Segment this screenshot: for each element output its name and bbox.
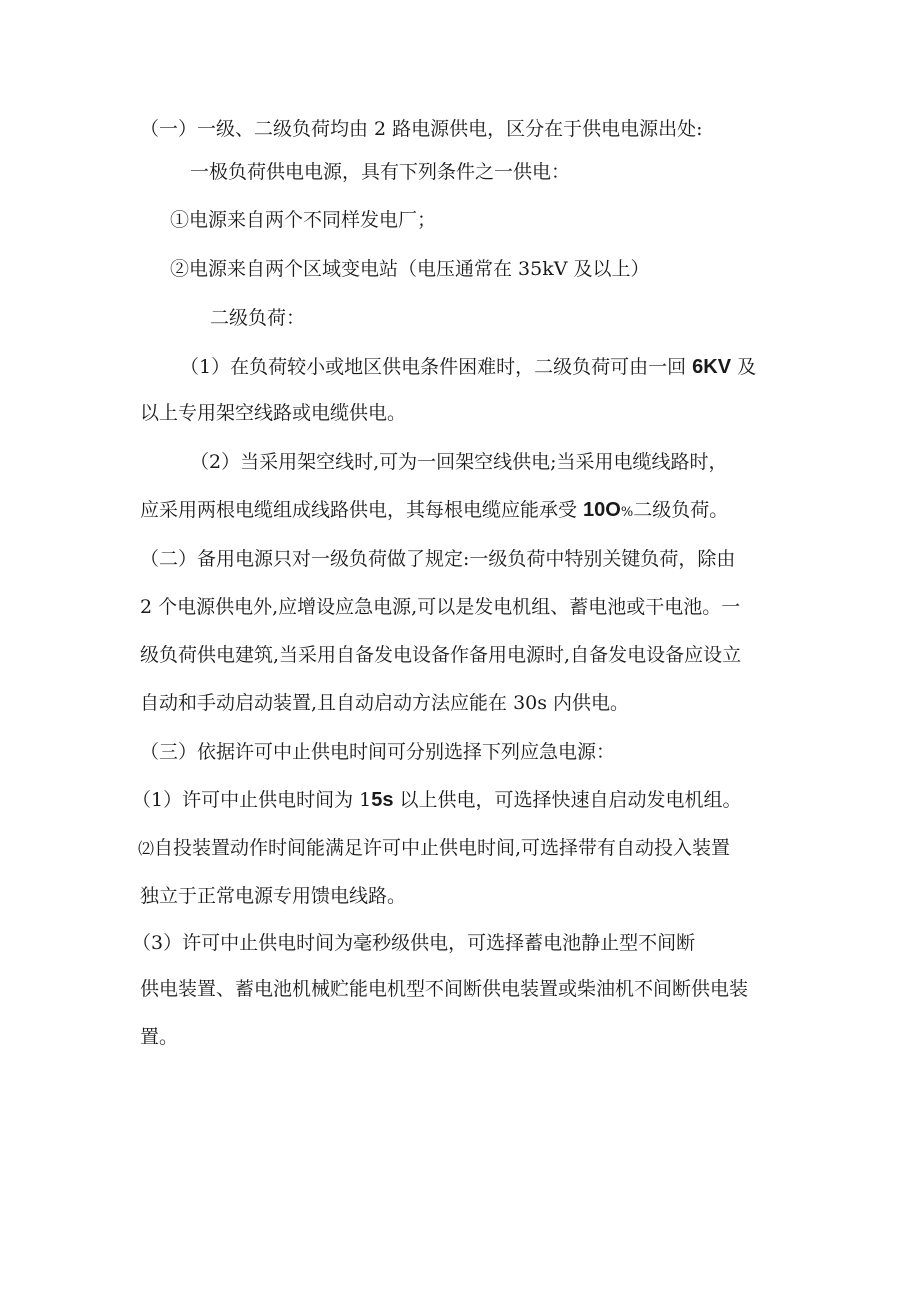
paragraph-line-13: [140, 691, 629, 715]
paragraph-line-4: [170, 257, 650, 281]
text-run: （2）当采用架空线时,可为一回架空线供电;当采用电缆线路时，: [190, 451, 728, 473]
text-run: （二）备用电源只对一级负荷做了规定:一级负荷中特别关键负荷，除由: [140, 548, 736, 570]
text-run: 应采用两根电缆组成线路供电，其每根电缆应能承受: [140, 499, 584, 521]
paragraph-line-16: [138, 836, 730, 861]
paragraph-line-1: [140, 117, 703, 141]
paragraph-line-2: [190, 160, 570, 184]
paragraph-line-3: [170, 208, 436, 232]
paragraph-line-5: [210, 306, 305, 330]
text-run: （3）许可中止供电时间为毫秒级供电，可选择蓄电池静止型不间断: [132, 932, 696, 954]
text-run: 置。: [140, 1026, 179, 1048]
paragraph-line-8: [190, 450, 728, 474]
text-run: 二级负荷。: [633, 499, 729, 521]
paragraph-line-14: [140, 740, 615, 764]
text-run: 自动和手动启动装置,且自动启动方法应能在 30s 内供电。: [140, 692, 630, 714]
text-run: 2 个电源供电外,应增设应急电源,可以是发电机组、蓄电池或干电池。一: [140, 596, 741, 618]
paragraph-line-9: [140, 498, 728, 525]
text-run: （一）一级、二级负荷均由 2 路电源供电，区分在于供电电源出处:: [140, 118, 703, 140]
text-run: （三）依据许可中止供电时间可分别选择下列应急电源：: [140, 741, 616, 763]
paragraph-line-18: [132, 931, 695, 955]
paragraph-line-20: [140, 1025, 178, 1049]
list-marker: ⑵: [138, 839, 155, 858]
bold-text-run: 5s: [371, 789, 394, 811]
paragraph-line-17: [140, 884, 406, 908]
text-run: 级负荷供电建筑,当采用自备发电设备作备用电源时,自备发电设备应设立: [140, 644, 742, 666]
text-run: ①电源来自两个不同样发电厂；: [170, 209, 437, 231]
text-run: 独立于正常电源专用馈电线路。: [140, 885, 407, 907]
text-run: 以上供电，可选择快速自启动发电机组。: [393, 789, 742, 811]
bold-text-run: 6KV: [692, 356, 732, 378]
paragraph-line-7: [140, 401, 406, 425]
text-run: 二级负荷：: [210, 307, 306, 329]
paragraph-line-15: [132, 788, 742, 812]
paragraph-line-11: [140, 595, 740, 619]
text-run: 供电装置、蓄电池机械贮能电机型不间断供电装置或柴油机不间断供电装: [140, 978, 749, 1000]
paragraph-line-12: [140, 643, 741, 667]
text-run: （1）许可中止供电时间为 1: [132, 789, 372, 811]
text-run: （1）在负荷较小或地区供电条件困难时，二级负荷可由一回: [180, 356, 693, 378]
text-run: ②电源来自两个区域变电站（电压通常在 35kV 及以上）: [170, 258, 650, 280]
bold-text-run: 10O: [583, 499, 621, 521]
text-run: 及: [731, 356, 757, 378]
paragraph-line-6: [180, 355, 756, 379]
percent-sign: %: [620, 505, 634, 520]
text-run: 一极负荷供电电源，具有下列条件之一供电：: [190, 161, 571, 183]
paragraph-line-19: [140, 977, 748, 1001]
text-run: 以上专用架空线路或电缆供电。: [140, 402, 407, 424]
text-run: 自投装置动作时间能满足许可中止供电时间,可选择带有自动投入装置: [154, 837, 731, 859]
paragraph-line-10: [140, 547, 735, 571]
